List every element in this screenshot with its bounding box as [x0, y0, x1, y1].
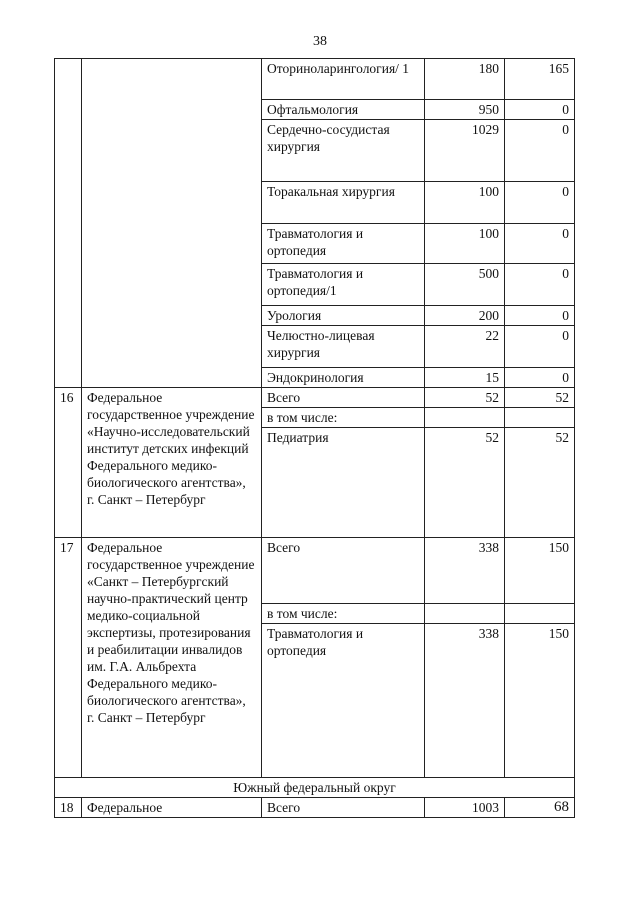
institution-cell: Федеральное: [82, 798, 262, 818]
specialty-cell: Педиатрия: [262, 428, 425, 538]
actual-cell: 68: [505, 798, 575, 818]
specialty-cell: Травматология и ортопедия/1: [262, 264, 425, 306]
specialty-cell: Челюстно-лицевая хирургия: [262, 326, 425, 368]
planned-cell: 100: [425, 224, 505, 264]
index-cell: 17: [55, 538, 82, 778]
actual-cell: 150: [505, 624, 575, 778]
total-label: Всего: [262, 798, 425, 818]
actual-cell: 0: [505, 326, 575, 368]
institution-cell: Федеральное государственное учреждение «Санкт – Петербургский научно-практический центр медико-социальной экспертизы, протезирования и реабилитации инвалидов им. Г.А. Альбрехта Федерального медико-биологического агентства», г. Санкт – Петербург: [82, 538, 262, 778]
specialty-cell: Торакальная хирургия: [262, 182, 425, 224]
actual-cell: 0: [505, 368, 575, 388]
planned-cell: 52: [425, 388, 505, 408]
specialty-cell: Травматология и ортопедия: [262, 224, 425, 264]
including-label: в том числе:: [262, 408, 425, 428]
planned-cell: 200: [425, 306, 505, 326]
region-header: Южный федеральный округ: [55, 778, 575, 798]
planned-cell: 338: [425, 624, 505, 778]
actual-cell: 0: [505, 100, 575, 120]
quota-table: [54, 58, 575, 818]
specialty-cell: Офтальмология: [262, 100, 425, 120]
page-number: 38: [313, 34, 327, 49]
index-cell: 18: [55, 798, 82, 818]
planned-cell: 1029: [425, 120, 505, 182]
specialty-cell: Урология: [262, 306, 425, 326]
specialty-cell: Сердечно-сосудистая хирургия: [262, 120, 425, 182]
institution-cell: [82, 59, 262, 388]
planned-cell: 22: [425, 326, 505, 368]
including-label: в том числе:: [262, 604, 425, 624]
planned-cell: 500: [425, 264, 505, 306]
table-row: [55, 778, 575, 798]
actual-cell: 0: [505, 224, 575, 264]
specialty-cell: Травматология и ортопедия: [262, 624, 425, 778]
table-row: [55, 538, 575, 604]
actual-cell: 150: [505, 538, 575, 604]
actual-cell: 52: [505, 388, 575, 408]
planned-cell: 950: [425, 100, 505, 120]
table-row: [55, 388, 575, 408]
table-row: [55, 798, 575, 818]
actual-cell: 0: [505, 182, 575, 224]
actual-cell: 0: [505, 306, 575, 326]
planned-cell: 338: [425, 538, 505, 604]
actual-cell: 52: [505, 428, 575, 538]
actual-cell: 0: [505, 264, 575, 306]
planned-cell: 180: [425, 59, 505, 100]
index-cell: [55, 59, 82, 388]
index-cell: 16: [55, 388, 82, 538]
specialty-cell: Оториноларингология/ 1: [262, 59, 425, 100]
total-label: Всего: [262, 388, 425, 408]
table-row: [55, 59, 575, 100]
planned-cell: 15: [425, 368, 505, 388]
planned-cell: 100: [425, 182, 505, 224]
specialty-cell: Эндокринология: [262, 368, 425, 388]
planned-cell: 52: [425, 428, 505, 538]
institution-cell: Федеральное государственное учреждение «Научно-исследовательский институт детских инфекций Федерального медико-биологического агентства», г. Санкт – Петербург: [82, 388, 262, 538]
actual-cell: 165: [505, 59, 575, 100]
planned-cell: 1003: [425, 798, 505, 818]
actual-cell: 0: [505, 120, 575, 182]
total-label: Всего: [262, 538, 425, 604]
